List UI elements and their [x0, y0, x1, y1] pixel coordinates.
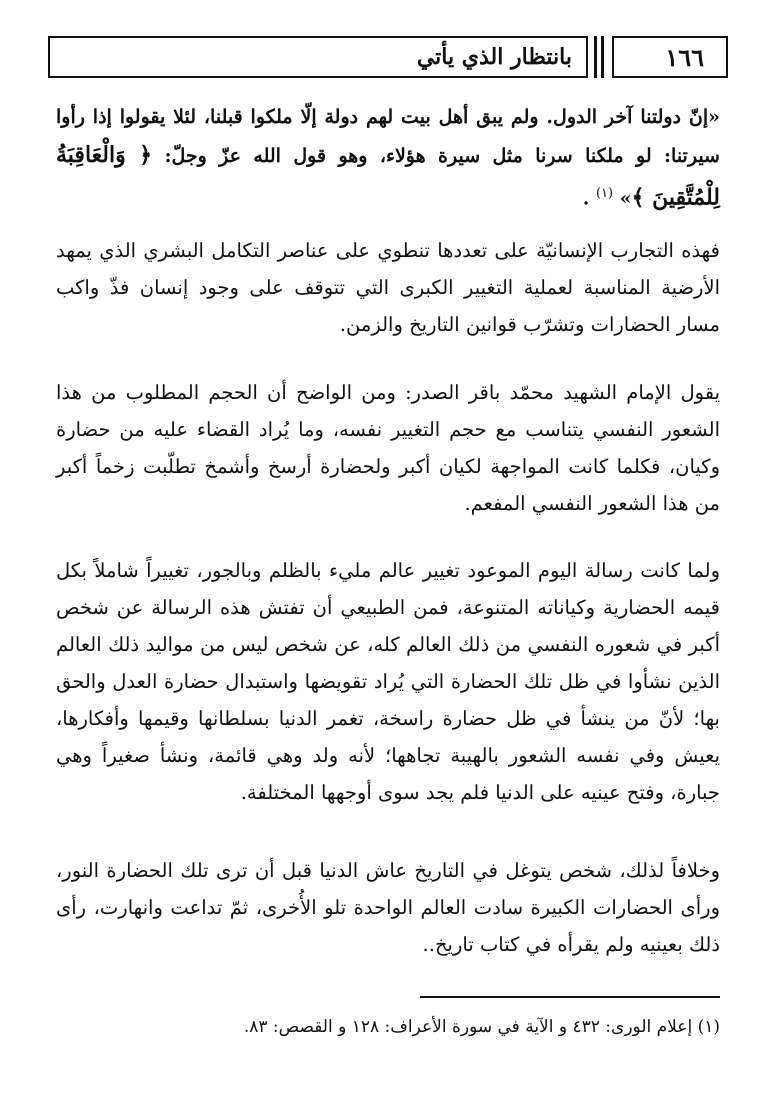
- running-title-box: [48, 36, 588, 78]
- quote-closing: »: [619, 187, 632, 210]
- header-divider: [594, 36, 597, 78]
- hadith-quote: [56, 98, 720, 217]
- footnote: (١) إعلام الورى: ٤٣٢ و الآية في سورة الأعراف: ١٢٨ و القصص: ٨٣.: [243, 1017, 720, 1037]
- quote-text: «إنّ دولتنا آخر الدول. ولم يبق أهل بيت لهم دولة إلّا ملكوا قبلنا، لئلا يقولوا إذا رأوا سيرتنا: لو ملكنا سرنا مثل سيرة هؤلاء، وهو قول الله عزّ وجلّ:: [56, 106, 720, 167]
- header-divider: [601, 36, 604, 78]
- paragraph: فهذه التجارب الإنسانيّة على تعددها تنطوي على عناصر التكامل البشري الذي يمهد الأرضية المناسبة لعملية التغيير الكبرى التي تتوقف على وجود إنسان فذّ واكب مسار الحضارات وتشرّب قوانين التاريخ والزمن.: [56, 239, 720, 336]
- paragraph: وخلافاً لذلك، شخص يتوغل في التاريخ عاش الدنيا قبل أن ترى تلك الحضارة النور، ورأى الحضارات الكبيرة سادت العالم الواحدة تلو الأُخرى، ثمّ تداعت وانهارت، رأى ذلك بعينيه ولم يقرأه في كتاب تاريخ..: [56, 859, 720, 956]
- quote-end: .: [582, 187, 590, 210]
- running-title: بانتظار الذي يأتي: [416, 44, 572, 70]
- paragraph: ولما كانت رسالة اليوم الموعود تغيير عالم مليء بالظلم وبالجور، تغييراً شاملاً بكل قيمه الحضارية وكياناته المتنوعة، فمن الطبيعي أن تفتش هذه الرسالة عن شخص أكبر في شعوره النفسي من ذلك العالم كله، عن شخص ليس من مواليد ذلك العالم الذين نشأوا في ظل تلك الحضارة التي يُراد تقويضها واستبدال حضارة العدل والحق بها؛ لأنّ من ينشأ في ظل حضارة راسخة، تغمر الدنيا بسلطانها وقيمها وأفكارها، يعيش وفي نفسه الشعور بالهيبة تجاهها؛ لأنه ولد وهي قائمة، ونشأ صغيراً وهي جبارة، وفتح عينيه على الدنيا فلم يجد سوى أوجهها المختلفة.: [56, 559, 720, 804]
- footnote-reference: (١): [595, 186, 614, 201]
- page-header: [48, 36, 728, 82]
- paragraph: يقول الإمام الشهيد محمّد باقر الصدر: ومن الواضح أن الحجم المطلوب من هذا الشعور النفسي يتناسب مع حجم التغيير نفسه، وما يُراد القضاء عليه من حضارة وكيان، فكلما كانت المواجهة لكيان أكبر ولحضارة أرسخ وأشمخ تطلّبت زخماً أكبر من هذا الشعور النفسي المفعم.: [56, 381, 720, 515]
- page-number-box: [612, 36, 728, 78]
- page-number: ١٦٦: [665, 43, 704, 72]
- footnote-divider: [420, 996, 720, 998]
- quranic-ayah: ﴿ وَالْعَاقِبَةُ لِلْمُتَّقِينَ ﴾: [56, 142, 720, 211]
